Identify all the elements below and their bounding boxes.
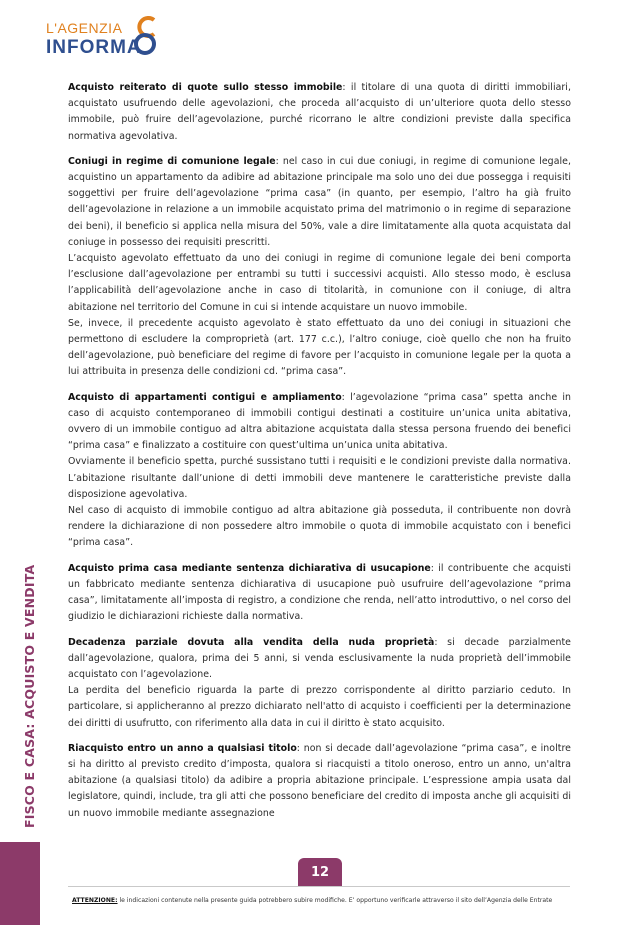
paragraph [68,154,571,251]
paragraph-text: La perdita del beneficio riguarda la parte di prezzo corrispondente al diritto parziario ceduto. In particolare, si applicheranno al prezzo dichiarato nell'atto di acquisto i coefficienti per la determinazione dei diritti di usufrutto, con riferimento alla data in cui il diritto è stato acquisito. [68,685,571,729]
paragraph-heading: Coniugi in regime di comunione legale [68,155,276,167]
paragraph-text: : l’agevolazione “prima casa” spetta anche in caso di acquisto contemporaneo di immobili contigui destinati a costituire un’unica unita abitativa, ovvero di un immobile contiguo ad altra abitazione acquistata dalla stessa persona fruendo dei benefici “prima casa” e finalizzato a costituire con quest’ultima un’unica unita abitativa. [68,391,571,452]
paragraph-text: : nel caso in cui due coniugi, in regime di comunione legale, acquistino un appartamento da adibire ad abitazione principale ma solo uno dei due possegga i requisiti soggettivi per fruire dell’agevolazione “prima casa” (in quanto, per esempio, l’altro ha già fruito dell’agevolazione in relazione a un immobile acquistato prima del matrimonio o in regime di separazione dei beni), il beneficio si applica nella misura del 50%, vale a dire limitatamente alla quota acquistata dal coniuge in possesso dei requisiti prescritti. [68,155,571,248]
paragraph-heading: Decadenza parziale dovuta alla vendita della nuda proprietà [68,636,435,648]
paragraph-heading: Acquisto prima casa mediante sentenza dichiarativa di usucapione [68,562,431,574]
side-accent-bar [0,842,40,925]
paragraph [68,390,571,455]
paragraph [68,316,571,381]
paragraph-heading: Acquisto reiterato di quote sullo stesso immobile [68,82,343,93]
paragraph [68,635,571,684]
logo-line1: L'AGENZIA [46,20,123,36]
logo-line2: INFORMA [46,37,142,58]
paragraph [68,80,571,145]
paragraph-text: : non si decade dall’agevolazione “prima casa”, e inoltre si ha diritto al previsto credito d’imposta, qualora si riacquisti a titolo oneroso, entro un anno, un'altra abitazione (a qualsiasi titolo) da adibire a propria abitazione principale. L’espressione ampia usata dal legislatore, quindi, include, tra gli atti che possono beneficiare del credito di imposta anche gli acquisiti di un nuovo immobile mediante assegnazione [68,742,571,819]
footer-warning-label: ATTENZIONE: [72,897,118,904]
paragraph-text: Se, invece, il precedente acquisto agevolato è stato effettuato da uno dei coniugi in situazioni che permettono di escludere la comproprietà (art. 177 c.c.), l’altro coniuge, cioè quello che non ha fruito dell’agevolazione, può beneficiare del regime di favore per l’acquisto in comunione legale per la quota a lui attribuita in presenza delle condizioni cd. “prima casa”. [68,317,571,378]
paragraph-text: : il contribuente che acquisti un fabbricato mediante sentenza dichiarativa di usucapione può usufruire dell’agevolazione “prima casa”, limitatamente all’imposta di registro, a condizione che renda, nell’atto introduttivo, o nel corso del giudizio le dichiarazioni richieste dalla normativa. [68,562,572,623]
paragraph-heading: Acquisto di appartamenti contigui e ampliamento [68,391,342,403]
paragraph-text: L’acquisto agevolato effettuato da uno dei coniugi in regime di comunione legale dei beni comporta l’esclusione dall’agevolazione per entrambi su tutti i successivi acquisti. Allo stesso modo, è esclusa l’applicabilità dell’agevolazione anche in caso di titolarità, in comunione con il coniuge, di altra abitazione nel territorio del Comune in cui si intende acquistare un nuovo immobile. [68,253,571,313]
paragraph-text: Nel caso di acquisto di immobile contiguo ad altra abitazione già posseduta, il contribuente non dovrà rendere la dichiarazione di non possedere altro immobile o quota di immobile acquistato con i benefici “prima casa”. [68,505,571,549]
agency-logo [46,16,158,62]
paragraph [68,561,571,626]
logo-mark-icon [132,16,158,62]
paragraph [68,683,571,732]
paragraph-text: : il titolare di una quota di diritti immobiliari, acquistato usufruendo delle agevolazioni, che proceda all’acquisto di un’ulteriore quota dello stesso immobile, può fruire dell’agevolazione, purché ricorrano le altre condizioni previste dalla specifica normativa agevolativa. [68,82,571,142]
paragraph [68,251,571,316]
body-text [68,80,571,831]
paragraph-text: Ovviamente il beneficio spetta, purché sussistano tutti i requisiti e le condizioni previste dalla normativa. L’abitazione risultante dall’unione di detti immobili deve mantenere le caratteristiche previste dalla disposizione agevolativa. [68,456,571,500]
paragraph-heading: Riacquisto entro un anno a qualsiasi titolo [68,742,297,754]
section-side-label: FISCO E CASA: ACQUISTO E VENDITA [22,564,37,828]
footer-disclaimer [72,897,572,904]
footer-divider [68,886,570,887]
paragraph-text: : si decade parzialmente dall’agevolazione, qualora, prima dei 5 anni, si venda esclusivamente la nuda proprietà dell’immobile acquistato con l’agevolazione. [68,636,571,680]
paragraph [68,741,571,822]
paragraph [68,503,571,552]
footer-text: le indicazioni contenute nella presente guida potrebbero subire modifiche. E’ opportuno verificarle attraverso il sito dell’Agenzia delle Entrate [117,897,553,904]
paragraph [68,454,571,503]
page-number: 12 [298,858,342,886]
